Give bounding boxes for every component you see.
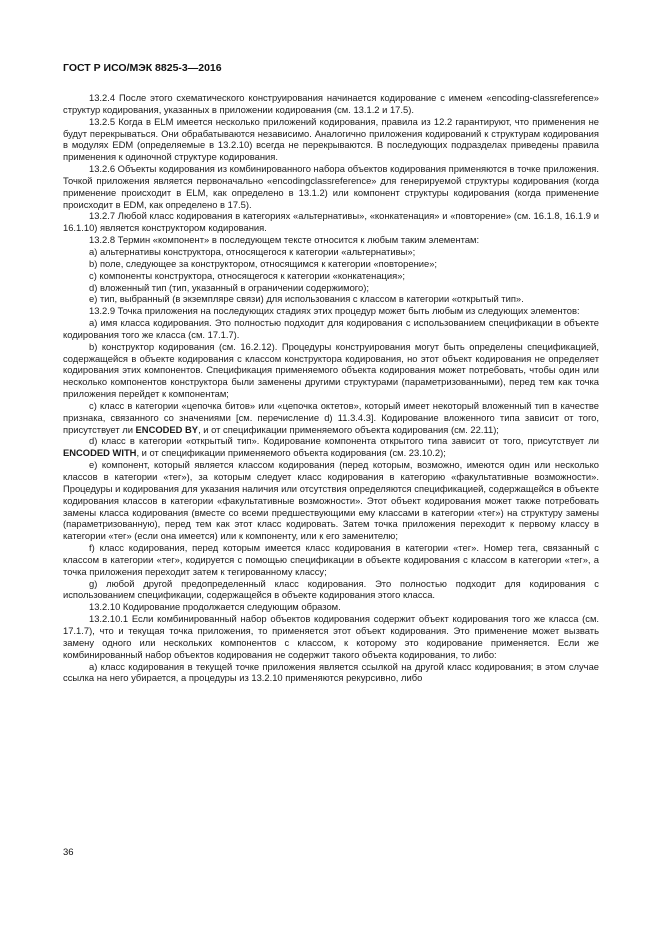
paragraph-13-2-5: 13.2.5 Когда в ELM имеется несколько приложений кодирования, правила из 12.2 гарантируют, что применения не будут перекрываться. Они обрабатываются независимо. Аналогично приложения кодирований к структурам кодирования в модулях EDM (определяемые в 13.2.10) всегда не перекрываются. В последующих подразделах приведены правила применения к одиночной структуре кодирования. (63, 115, 599, 163)
list-item-13-2-9-f: f) класс кодирования, перед которым имеется класс кодирования в категории «тег». Номер тега, связанный с классом в категории «тег», кодируется с помощью спецификации в объекте кодирования с классом в категории «тег», а точка приложения переходит затем к тегированному классу; (63, 542, 599, 577)
document-header: ГОСТ Р ИСО/МЭК 8825-3—2016 (63, 62, 222, 74)
list-item-text: , и от спецификации применяемого объекта кодирования (см. 23.10.2); (136, 447, 446, 459)
list-item-13-2-8-c: c) компоненты конструктора, относящегося к категории «конкатенация»; (89, 269, 406, 281)
paragraph-13-2-9: 13.2.9 Точка приложения на последующих стадиях этих процедур может быть любым из следующих элементов: (89, 305, 580, 317)
list-item-13-2-8-b: b) поле, следующее за конструктором, относящимся к категории «повторение»; (89, 257, 438, 269)
paragraph-13-2-8: 13.2.8 Термин «компонент» в последующем тексте относится к любым таким элементам: (89, 234, 480, 246)
list-item-13-2-8-a: a) альтернативы конструктора, относящегося к категории «альтернативы»; (89, 245, 416, 257)
paragraph-13-2-4: 13.2.4 После этого схематического конструирования начинается кодирование с именем «encoding-classreference» структур кодирования, указанных в приложении кодирования (см. 13.1.2 и 17.5). (63, 92, 599, 115)
keyword-encoded-by: ENCODED BY (135, 423, 199, 435)
paragraph-13-2-6: 13.2.6 Объекты кодирования из комбинированного набора объектов кодирования применяются в точке приложения. Точкой приложения является первоначально «encodingclassreference» для генерируемой структуры кодирования (когда применение происходит в ELM, как определено в 13.1.2) или компонент структуры кодирования (когда применение происходит в EDM, как определено в 17.5). (63, 163, 599, 210)
list-item-13-2-9-c (63, 400, 599, 436)
keyword-encoded-with: ENCODED WITH (63, 447, 137, 459)
list-item-13-2-8-e: e) тип, выбранный (в экземпляре связи) для использования с классом в категории «открытый тип». (89, 293, 524, 305)
paragraph-13-2-10-1: 13.2.10.1 Если комбинированный набор объектов кодирования содержит объект кодирования того же класса (см. 17.1.7), что и текущая точка приложения, то применяется этот объект кодирования. Это применение может вызвать замену одного или нескольких компонентов с классом, к которому это кодирование применяется. Если же комбинированный набор объектов кодирования не содержит такого объекта кодирования, то либо: (63, 613, 599, 660)
paragraph-13-2-7: 13.2.7 Любой класс кодирования в категориях «альтернативы», «конкатенация» и «повторение» (см. 16.1.8, 16.1.9 и 16.1.10) является конструктором кодирования. (63, 210, 599, 234)
list-item-13-2-9-b: b) конструктор кодирования (см. 16.2.12). Процедуры конструирования могут быть определены спецификацией, содержащейся в объекте кодирования с классом конструктора кодирования, но этот объект кодирования не определяет кодирования этих компонентов. Спецификация применяемого объекта кодирования может потребовать, чтобы один или несколько компонентов конструктора были заменены другими структурами (параметризованными), перед тем как точка приложения перейдет к компонентам; (63, 340, 599, 400)
body-text (63, 92, 599, 684)
list-item-text: d) класс в категории «открытый тип». Кодирование компонента открытого типа зависит от того, присутствует ли (89, 435, 599, 447)
list-item-13-2-9-e: e) компонент, который является классом кодирования (перед которым, возможно, имеются один или несколько классов в категории «тег»), за которым следует класс кодирования в категорию «факультативные возможности». Процедуры и кодирования для указания наличия или отсутствия определяются спецификацией, содержащейся в объекте кодирования классов в категории «факультативные возможности». Этот объект кодирования может также потребовать замены класса кодирования (вместе со всеми предшествующими ему классами в категории «тег») на структуру замены (параметризованную), перед тем как этот класс кодировать. Затем точка приложения переходит к первому классу в категории «тег» (если она имеется) или к компоненту, или к его заменителю; (63, 459, 599, 542)
list-item-13-2-9-d (63, 435, 599, 459)
page-number: 36 (63, 847, 74, 858)
list-item-13-2-10-1-a: a) класс кодирования в текущей точке приложения является ссылкой на другой класс кодирования; в этом случае ссылка на него убирается, а процедуры из 13.2.10 применяются рекурсивно, либо (63, 660, 599, 684)
list-item-13-2-9-g: g) любой другой предопределенный класс кодирования. Это полностью подходит для кодирования с использованием спецификации, содержащейся в объекте кодирования этого класса. (63, 577, 599, 601)
list-item-13-2-8-d: d) вложенный тип (тип, указанный в ограничении содержимого); (89, 281, 369, 293)
list-item-13-2-9-a: a) имя класса кодирования. Это полностью подходит для кодирования с использованием спецификации в объекте кодирования того же класса (см. 17.1.7). (63, 317, 599, 340)
list-item-text: , и от спецификации применяемого объекта кодирования (см. 22.11); (198, 423, 499, 435)
paragraph-13-2-10: 13.2.10 Кодирование продолжается следующим образом. (89, 601, 341, 613)
list-item-text: c) класс в категории «цепочка битов» или «цепочка октетов», который имеет некоторый вложенный тип в качестве признака, связанного со значениями [см. перечисление d) 11.3.4.3]. Кодирование вложенного типа зависит от того, присутствует ли (63, 399, 599, 435)
